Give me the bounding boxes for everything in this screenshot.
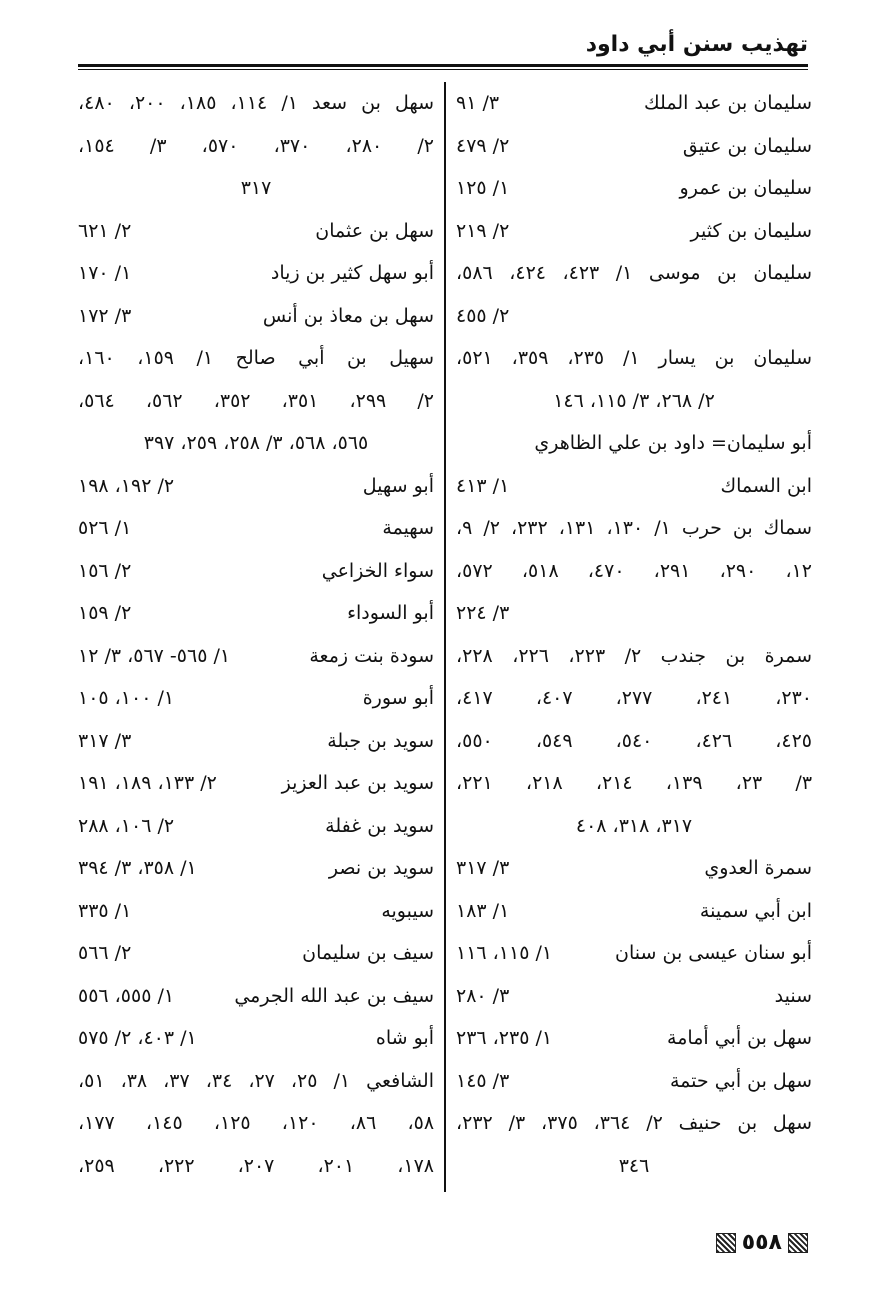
- column-divider: [444, 82, 446, 1192]
- entry-name: أبو سليمان= داود بن علي الظاهري: [534, 432, 812, 454]
- index-entry: [78, 762, 434, 805]
- ornament-icon: [788, 1233, 808, 1253]
- entry-name: أبو شاه: [375, 1027, 434, 1049]
- entry-name: سيف بن عبد الله الجرمي: [234, 984, 434, 1007]
- index-entry: [78, 337, 434, 380]
- index-entry: [78, 890, 434, 933]
- entry-name: سهل بن معاذ بن أنس: [262, 304, 434, 327]
- entry-line: سليمان بن موسى ١/ ٤٢٣، ٤٢٤، ٥٨٦،: [456, 262, 812, 284]
- entry-refs: ٢/ ١٠٦، ٢٨٨: [78, 814, 175, 837]
- entry-refs: ١/ ١٧٠: [78, 262, 132, 284]
- index-entry: [78, 380, 434, 423]
- ornament-icon: [716, 1233, 736, 1253]
- index-entry: [78, 422, 434, 465]
- entry-refs: ١/ ٥٥٥، ٥٥٦: [78, 984, 175, 1007]
- entry-name: سودة بنت زمعة: [309, 644, 434, 667]
- entry-name: سيف بن سليمان: [302, 942, 434, 964]
- index-entry: [78, 1017, 434, 1060]
- entry-refs: ٢/ ٦٢١: [78, 219, 132, 242]
- index-column-right: [456, 82, 812, 1187]
- entry-refs: ١/ ١٨٣: [456, 899, 510, 922]
- entry-refs: ١/ ١٠٠، ١٠٥: [78, 687, 175, 709]
- index-entry: [456, 380, 812, 423]
- entry-line: ٢/ ٢٩٩، ٣٥١، ٣٥٢، ٥٦٢، ٥٦٤،: [78, 389, 435, 412]
- index-entry: [456, 932, 812, 975]
- index-entry: [78, 805, 434, 848]
- header-rule-thin: [78, 69, 808, 70]
- entry-name: سهل بن عثمان: [315, 219, 434, 242]
- entry-name: أبو سورة: [362, 687, 434, 709]
- entry-refs: ٢/ ١٥٩: [78, 602, 132, 624]
- entry-name: سهل بن أبي حتمة: [670, 1069, 812, 1092]
- entry-refs: ١/ ٤٠٣، ٢/ ٥٧٥: [78, 1027, 197, 1049]
- entry-name: أبو السوداء: [347, 602, 434, 624]
- entry-line-end: ٣/ ٢٢٤: [456, 602, 510, 624]
- index-entry: [78, 1102, 434, 1145]
- entry-line: سمرة بن جندب ٢/ ٢٢٣، ٢٢٦، ٢٢٨،: [456, 644, 812, 667]
- entry-line-end: ٢/ ٤٥٥: [456, 304, 510, 327]
- entry-refs: ٢/ ١٥٦: [78, 559, 132, 582]
- index-entry: [78, 592, 434, 635]
- entry-line: سماك بن حرب ١/ ١٣٠، ١٣١، ٢٣٢، ٢/ ٩،: [456, 517, 813, 539]
- entry-name: سليمان بن كثير: [690, 219, 812, 242]
- entry-refs: ٣/ ٣١٧: [456, 857, 510, 879]
- entry-name: أبو سهل كثير بن زياد: [270, 262, 434, 284]
- entry-name: سهيمة: [382, 517, 434, 539]
- entry-refs: ٣/ ٩١: [456, 92, 500, 114]
- index-entry: [78, 167, 434, 210]
- entry-line: سليمان بن يسار ١/ ٢٣٥، ٣٥٩، ٥٢١،: [456, 347, 812, 369]
- index-entry: [78, 210, 434, 253]
- index-entry: [456, 82, 812, 125]
- entry-name: ابن السماك: [720, 474, 812, 497]
- index-entry: [78, 507, 434, 550]
- index-entry: [78, 550, 434, 593]
- page-header: [78, 28, 808, 64]
- entry-refs: ٢/ ١٩٢، ١٩٨: [78, 474, 175, 497]
- entry-line: سهل بن سعد ١/ ١١٤، ١٨٥، ٢٠٠، ٤٨٠،: [78, 92, 435, 114]
- entry-name: سويد بن جبلة: [327, 729, 434, 752]
- entry-refs: ٣/ ٢٨٠: [456, 984, 510, 1007]
- page-number: ٥٥٨: [741, 1230, 782, 1255]
- entry-line-end: ٢/ ٢٦٨، ٣/ ١١٥، ١٤٦: [553, 389, 715, 412]
- entry-refs: ١/ ٥٢٦: [78, 517, 132, 539]
- entry-refs: ١/ ١٢٥: [456, 177, 510, 199]
- entry-name: سمرة العدوي: [704, 857, 812, 879]
- index-entry: [456, 890, 812, 933]
- page-footer: [716, 1230, 808, 1255]
- entry-name: أبو سنان عيسى بن سنان: [615, 942, 812, 964]
- entry-name: سليمان بن عتيق: [682, 134, 812, 157]
- entry-name: سليمان بن عمرو: [679, 177, 812, 199]
- index-entry: [78, 847, 434, 890]
- index-entry: [78, 295, 434, 338]
- index-entry: [78, 1060, 434, 1103]
- index-entry: [456, 252, 812, 295]
- index-entry: [78, 125, 434, 168]
- index-entry: [456, 635, 812, 678]
- index-column-left: [78, 82, 434, 1187]
- entry-refs: ١/ ٤١٣: [456, 474, 510, 497]
- entry-refs: ٣/ ٣١٧: [78, 729, 132, 752]
- index-entry: [78, 82, 434, 125]
- entry-line-end: ٥٦٥، ٥٦٨، ٣/ ٢٥٨، ٢٥٩، ٣٩٧: [143, 432, 369, 454]
- entry-refs: ٣/ ١٧٢: [78, 304, 132, 327]
- index-entry: [456, 1017, 812, 1060]
- entry-refs: ٢/ ١٣٣، ١٨٩، ١٩١: [78, 772, 217, 794]
- book-title: تهذيب سنن أبي داود: [585, 32, 808, 57]
- index-entry: [456, 295, 812, 338]
- index-entry: [456, 677, 812, 720]
- entry-name: ابن أبي سمينة: [699, 899, 812, 922]
- entry-name: سويد بن غفلة: [325, 814, 434, 837]
- entry-line: ٥٨، ٨٦، ١٢٠، ١٢٥، ١٤٥، ١٧٧،: [78, 1112, 435, 1134]
- index-entry: [78, 635, 434, 678]
- entry-name: سويد بن عبد العزيز: [281, 772, 434, 794]
- index-entry: [456, 125, 812, 168]
- entry-line: ٢٣٠، ٢٤١، ٢٧٧، ٤٠٧، ٤١٧،: [456, 687, 813, 709]
- entry-name: سواء الخزاعي: [321, 559, 434, 582]
- index-entry: [78, 720, 434, 763]
- index-entry: [456, 720, 812, 763]
- index-entry: [78, 465, 434, 508]
- index-entry: [456, 847, 812, 890]
- index-entry: [78, 1145, 434, 1188]
- index-entry: [78, 677, 434, 720]
- entry-refs: ١/ ٣٣٥: [78, 899, 132, 922]
- entry-name: أبو سهيل: [362, 474, 434, 497]
- entry-refs: ١/ ٥٦٥- ٥٦٧، ٣/ ١٢: [78, 644, 231, 667]
- index-entry: [78, 252, 434, 295]
- index-entry: [456, 805, 812, 848]
- index-entry: [456, 1145, 812, 1188]
- index-entry: [78, 975, 434, 1018]
- entry-refs: ٢/ ٤٧٩: [456, 134, 510, 157]
- index-entry: [456, 550, 812, 593]
- entry-refs: ١/ ٢٣٥، ٢٣٦: [456, 1027, 553, 1049]
- index-entry: [456, 167, 812, 210]
- entry-line: ٢/ ٢٨٠، ٣٧٠، ٥٧٠، ٣/ ١٥٤،: [78, 134, 435, 157]
- entry-line: ١٢، ٢٩٠، ٢٩١، ٤٧٠، ٥١٨، ٥٧٢،: [456, 559, 813, 582]
- entry-line: سهل بن حنيف ٢/ ٣٦٤، ٣٧٥، ٣/ ٢٣٢،: [456, 1112, 812, 1134]
- entry-name: سهل بن أبي أمامة: [667, 1027, 812, 1049]
- entry-name: سويد بن نصر: [328, 857, 434, 879]
- index-entry: [456, 1060, 812, 1103]
- index-entry: [456, 507, 812, 550]
- entry-line: ١٧٨، ٢٠١، ٢٠٧، ٢٢٢، ٢٥٩،: [78, 1154, 435, 1177]
- entry-line-end: ٣١٧، ٣١٨، ٤٠٨: [575, 814, 693, 837]
- index-entry: [456, 210, 812, 253]
- entry-refs: ٣/ ١٤٥: [456, 1069, 510, 1092]
- entry-line: سهيل بن أبي صالح ١/ ١٥٩، ١٦٠،: [78, 347, 434, 369]
- header-rule-thick: [78, 64, 808, 67]
- entry-name: سنيد: [774, 984, 812, 1007]
- entry-name: سيبويه: [381, 899, 434, 922]
- index-entry: [456, 422, 812, 465]
- entry-refs: ٢/ ٢١٩: [456, 219, 510, 242]
- entry-refs: ٢/ ٥٦٦: [78, 942, 132, 964]
- entry-line: ٣/ ٢٣، ١٣٩، ٢١٤، ٢١٨، ٢٢١،: [456, 772, 813, 794]
- entry-name: سليمان بن عبد الملك: [644, 92, 812, 114]
- index-entry: [456, 1102, 812, 1145]
- index-entry: [456, 975, 812, 1018]
- index-entry: [456, 337, 812, 380]
- index-entry: [78, 932, 434, 975]
- entry-refs: ١/ ١١٥، ١١٦: [456, 942, 553, 964]
- index-entry: [456, 762, 812, 805]
- entry-line: الشافعي ١/ ٢٥، ٢٧، ٣٤، ٣٧، ٣٨، ٥١،: [78, 1069, 435, 1092]
- index-entry: [456, 592, 812, 635]
- entry-refs: ١/ ٣٥٨، ٣/ ٣٩٤: [78, 857, 197, 879]
- entry-line-end: ٣١٧: [240, 177, 272, 199]
- entry-line-end: ٣٤٦: [618, 1154, 650, 1177]
- index-entry: [456, 465, 812, 508]
- entry-line: ٤٢٥، ٤٢٦، ٥٤٠، ٥٤٩، ٥٥٠،: [456, 729, 813, 752]
